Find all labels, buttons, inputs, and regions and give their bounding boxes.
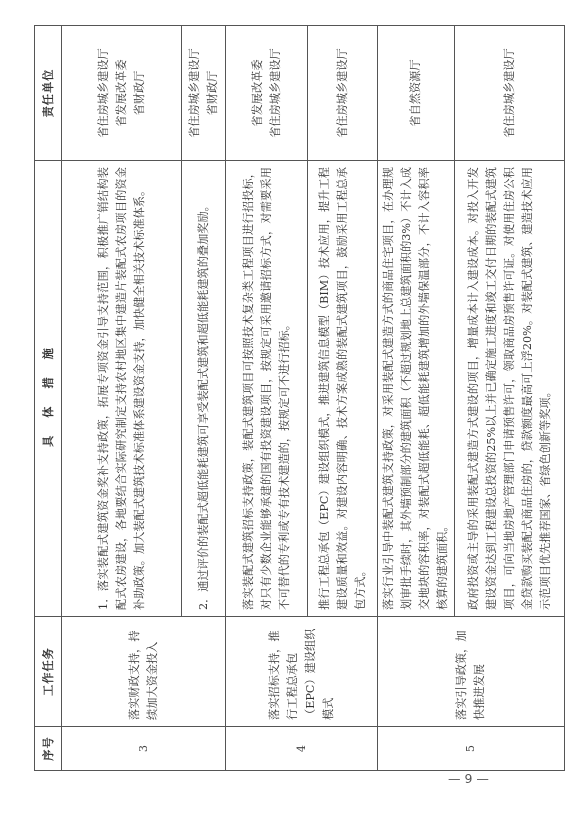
unit-name: 省发展改革委: [114, 59, 128, 127]
unit-name: 省住房城乡建设厅: [268, 48, 282, 138]
unit-name: 省财政厅: [205, 70, 219, 116]
header-task: 工作任务: [35, 617, 62, 727]
header-unit: 责任单位: [35, 26, 62, 161]
row-index: 3: [62, 727, 226, 771]
rotated-table-page: [34, 26, 552, 771]
row-task: 落实引导政策，加快推进发展: [378, 617, 565, 727]
row-index: 4: [226, 727, 378, 771]
row-unit: [226, 26, 308, 161]
row-task: 落实财政支持，持续加大资金投入: [62, 617, 226, 727]
header-measure: 具体措施: [35, 161, 62, 617]
row-unit: [308, 26, 378, 161]
page-number: — 9 —: [448, 771, 489, 786]
row-measure: 1．落实装配式建筑资金奖补支持政策，拓展专项资金引导支持范围，积极推广销结构装配式农房建设，各地要结合实际研究制定支持农村地区集中建造片装配式农房项目的资金补助政策。加大装配式建筑技术标准体系建设资金支持，加快健全相关技术标准体系。: [62, 161, 182, 617]
row-measure: 推行工程总承包（EPC）建设组织模式，推进建筑信息模型（BIM）技术应用，提升工程建设质量和效益。对建设内容明确、技术方案成熟的装配式建筑项目，鼓励采用工程总承包方式。: [308, 161, 378, 617]
table-row: [62, 26, 182, 771]
unit-name: 省住房城乡建设厅: [335, 48, 349, 138]
table-row: [226, 26, 308, 771]
header-index: 序号: [35, 727, 62, 771]
row-index: 5: [378, 727, 565, 771]
measures-table: [34, 25, 565, 771]
row-measure: 落实装配式建筑招标支持政策，装配式建筑项目可按照技术复杂类工程项目进行招投标，对只有少数企业能够承建的国有投资建设项目，按规定可采用邀请招标方式，对需要采用不可替代的专利或专有技术建造的，按规定可不进行招标。: [226, 161, 308, 617]
table-header-row: [35, 26, 62, 771]
row-task: 落实招标支持，推行工程总承包（EPC）建设组织模式: [226, 617, 378, 727]
row-unit: [182, 26, 226, 161]
unit-name: 省发展改革委: [250, 59, 264, 127]
table-row: [378, 26, 455, 771]
row-measure: 2．通过评价的装配式超低能耗建筑可享受装配式建筑和超低能耗建筑的叠加奖励。: [182, 161, 226, 617]
row-unit: [378, 26, 455, 161]
row-unit: [455, 26, 565, 161]
unit-name: 省住房城乡建设厅: [187, 48, 201, 138]
row-unit: [62, 26, 182, 161]
row-measure: 政府投资或主导的采用装配式建造方式建设的项目，增量成本计入建设成本。对投入开发建设资金达到工程建设总投资的25%以上并已确定施工进度和竣工交付日期的装配式建筑项目，可向当地房地产管理部门申请预售许可，领取商品房预售许可证。对使用住房公积金贷款购买装配式商品住房的，贷款额度最高可上浮20%。对装配式建筑、建造技术应用示范项目优先推荐国家、省绿色创新等奖项。: [455, 161, 565, 617]
unit-name: 省住房城乡建设厅: [502, 48, 516, 138]
unit-name: 省自然资源厅: [409, 59, 422, 127]
unit-name: 省住房城乡建设厅: [96, 48, 110, 138]
unit-name: 省财政厅: [132, 70, 146, 116]
row-measure: 落实行业引导中装配式建筑支持政策，对采用装配式建造方式的商品住宅项目，在办理规划审批手续时，其外墙预制部分的建筑面积（不超过规划地上总建筑面积的3%）不计入成交地块的容积率，对装配式超低能耗、超低能耗建筑增加的外墙保温部分，不计入容积率核算的建筑面积。: [378, 161, 455, 617]
